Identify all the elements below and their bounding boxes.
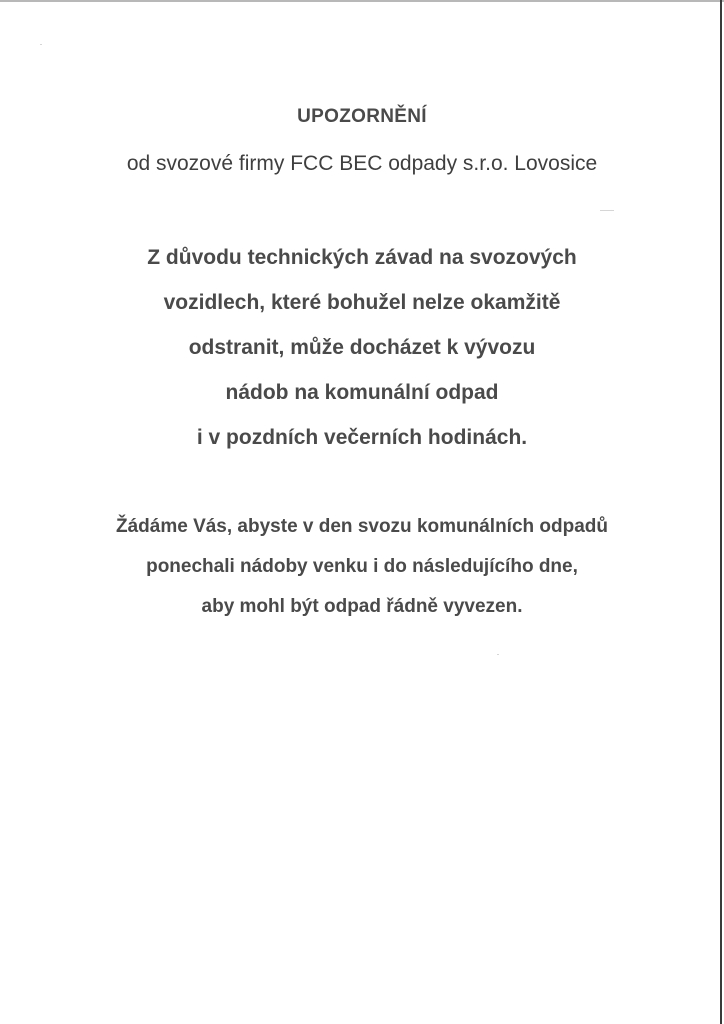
scan-speck (600, 210, 614, 211)
scan-speck (40, 44, 42, 45)
notice-line: Z důvodu technických závad na svozových (147, 246, 577, 269)
request-line: Žádáme Vás, abyste v den svozu komunálních odpadů (115, 516, 608, 537)
document-subtitle: od svozové firmy FCC BEC odpady s.r.o. Lovosice (126, 152, 598, 175)
request-paragraph (0, 510, 724, 630)
document-title: UPOZORNĚNÍ (297, 106, 427, 127)
notice-line: vozidlech, které bohužel nelze okamžitě (163, 291, 561, 314)
request-line: aby mohl být odpad řádně vyvezen. (201, 596, 523, 617)
notice-line: i v pozdních večerních hodinách. (196, 426, 528, 449)
request-line: ponechali nádoby venku i do následujícího dne, (146, 556, 578, 577)
notice-line: odstranit, může docházet k vývozu (188, 336, 536, 359)
scan-speck (497, 654, 499, 655)
notice-paragraph (0, 238, 724, 463)
notice-line: nádob na komunální odpad (225, 381, 499, 404)
